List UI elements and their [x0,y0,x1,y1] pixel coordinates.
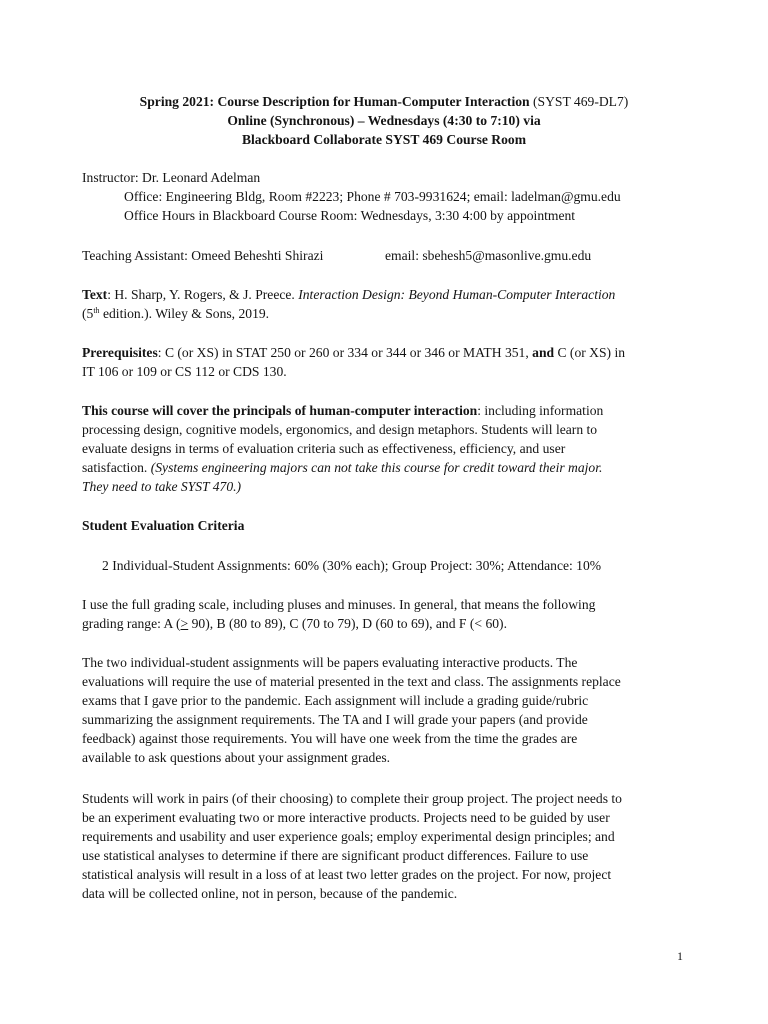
grade-breakdown: 2 Individual-Student Assignments: 60% (30% each); Group Project: 30%; Attendance: 10% [102,558,602,573]
instructor-office: Office: Engineering Bldg, Room #2223; Phone # 703-9931624; email: ladelman@gmu.edu [124,189,621,204]
project-line: Students will work in pairs (of their choosing) to complete their group project. The project needs to [82,791,622,806]
project-line: use statistical analyses to determine if there are significant product differences. Failure to use [82,848,589,863]
teaching-assistant: Teaching Assistant: Omeed Beheshti Shirazi [82,248,324,263]
course-code: (SYST 469-DL7) [533,94,629,109]
project-line: statistical analysis will result in a loss of at least two letter grades on the project. For now, project [82,867,612,882]
assignments-line: evaluations will require the use of material presented in the text and class. The assignments replace [82,674,621,689]
textbook-title: Interaction Design: Beyond Human-Computer Interaction [298,287,616,302]
project-line: be an experiment evaluating two or more interactive products. Projects need to be guided by user [82,810,610,825]
instructor-line: Instructor: Dr. Leonard Adelman [82,170,261,185]
page-number: 1 [677,949,683,963]
instructor-office-hours: Office Hours in Blackboard Course Room: Wednesdays, 3:30 4:00 by appointment [124,208,576,223]
assignments-line: exams that I gave prior to the pandemic. Each assignment will include a grading guide/rubric [82,693,589,708]
assignments-line: available to ask questions about your assignment grades. [82,750,391,765]
ta-email: email: sbehesh5@masonlive.gmu.edu [385,248,592,263]
course-title: Spring 2021: Course Description for Human-Computer Interaction (SYST 469-DL7) [139,94,629,109]
course-room: Blackboard Collaborate SYST 469 Course Room [241,132,527,147]
grading-line-2: grading range: A (> 90), B (80 to 89), C (70 to 79), D (60 to 69), and F (< 60). [82,616,507,631]
evaluation-heading: Student Evaluation Criteria [82,518,245,533]
coverage-line-2: processing design, cognitive models, ergonomics, and design metaphors. Students will learn to [82,422,598,437]
assignments-line: summarizing the assignment requirements. The TA and I will grade your papers (and provide [82,712,588,727]
grading-line-1: I use the full grading scale, including pluses and minuses. In general, that means the following [82,597,596,612]
project-line: data will be collected online, not in person, because of the pandemic. [82,886,458,901]
textbook-line: Text: H. Sharp, Y. Rogers, & J. Preece. Interaction Design: Beyond Human-Computer Interaction [82,287,616,302]
textbook-edition: (5th edition.). Wiley & Sons, 2019. [82,306,270,321]
project-line: requirements and usability and user experience goals; employ experimental design principles; and [82,829,615,844]
coverage-line-3: evaluate designs in terms of evaluation criteria such as effectiveness, efficiency, and user [82,441,566,456]
assignments-line: The two individual-student assignments will be papers evaluating interactive products. The [82,655,578,670]
coverage-line-1: This course will cover the principals of human-computer interaction: including information [82,403,604,418]
coverage-line-4: satisfaction. (Systems engineering majors can not take this course for credit toward their major. [82,460,603,475]
course-schedule: Online (Synchronous) – Wednesdays (4:30 to 7:10) via [227,113,541,128]
assignments-line: feedback) against those requirements. You will have one week from the time the grades are [82,731,578,746]
coverage-line-5: They need to take SYST 470.) [82,479,242,494]
prerequisites-line-1: Prerequisites: C (or XS) in STAT 250 or 260 or 334 or 344 or 346 or MATH 351, and C (or XS) in [82,345,626,360]
prerequisites-line-2: IT 106 or 109 or CS 112 or CDS 130. [82,364,287,379]
